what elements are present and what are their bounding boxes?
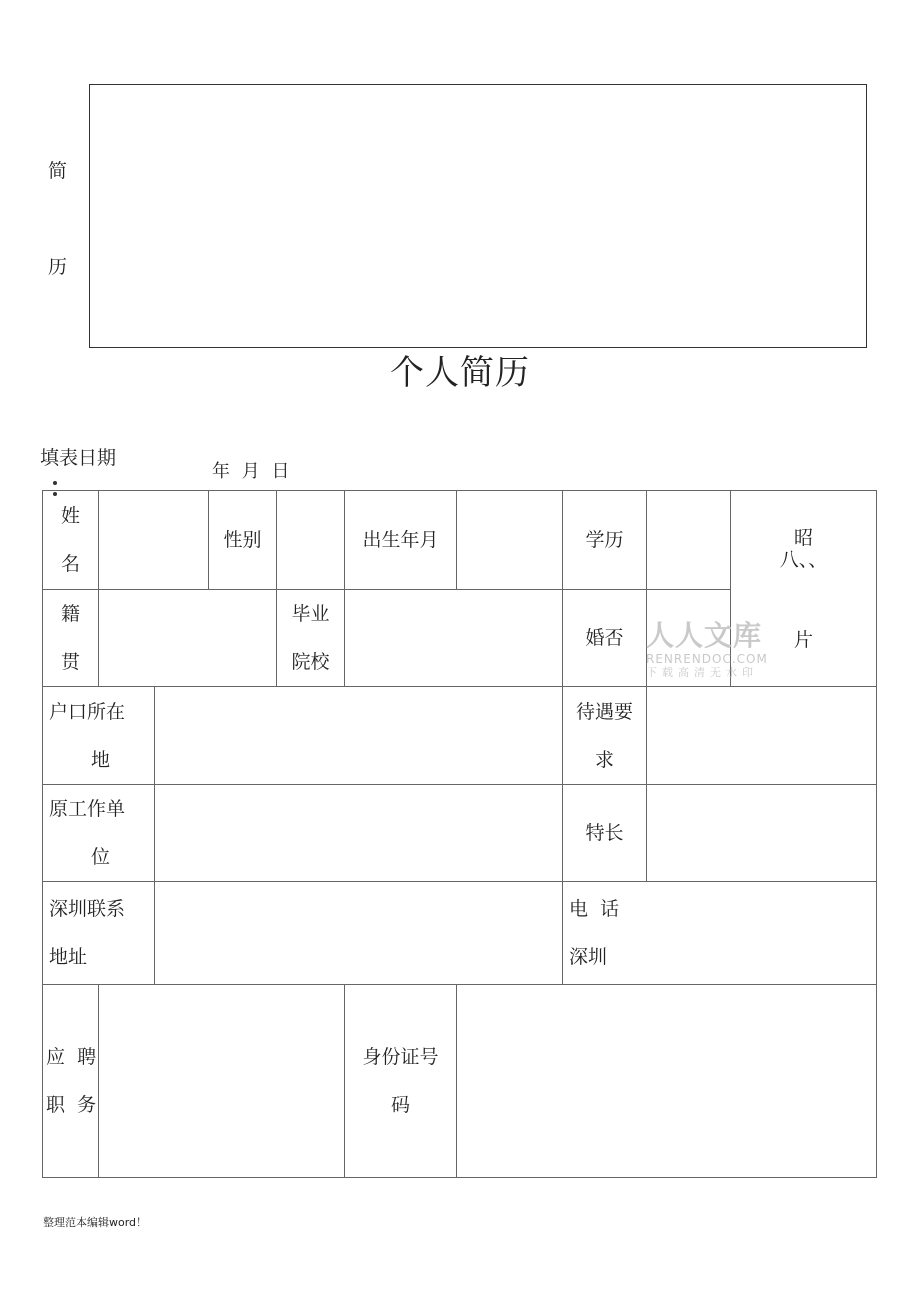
- skills-value[interactable]: [647, 785, 877, 882]
- hukou-label: 户口所在 地: [43, 687, 155, 785]
- native-place-value[interactable]: [99, 590, 277, 687]
- school-label: 毕业 院校: [277, 590, 345, 687]
- employer-label: 原工作单 位: [43, 785, 155, 882]
- birth-label: 出生年月: [345, 491, 457, 590]
- name-label: 姓 名: [43, 491, 99, 590]
- native-place-label: 籍 贯: [43, 590, 99, 687]
- employer-value[interactable]: [155, 785, 563, 882]
- photo-cell[interactable]: 昭 八、、 片: [731, 491, 877, 687]
- gender-label: 性别: [209, 491, 277, 590]
- footer-note: 整理范本编辑word！: [43, 1216, 148, 1229]
- salary-value[interactable]: [647, 687, 877, 785]
- resume-notes-box: [89, 84, 867, 348]
- side-label-top: 简: [48, 160, 68, 182]
- phone-label[interactable]: 电 话 深圳: [563, 882, 877, 985]
- marital-label: 婚否: [563, 590, 647, 687]
- address-value[interactable]: [155, 882, 563, 985]
- name-value[interactable]: [99, 491, 209, 590]
- date-placeholder: 年 月 日: [212, 461, 290, 482]
- skills-label: 特长: [563, 785, 647, 882]
- gender-value[interactable]: [277, 491, 345, 590]
- hukou-value[interactable]: [155, 687, 563, 785]
- fill-date-label: 填表日期: [40, 447, 117, 469]
- education-label: 学历: [563, 491, 647, 590]
- address-label: 深圳联系 地址: [43, 882, 155, 985]
- id-number-label: 身份证号 码: [345, 985, 457, 1178]
- position-value[interactable]: [99, 985, 345, 1178]
- side-label-bottom: 历: [48, 256, 68, 278]
- bullet-dot: [53, 481, 57, 485]
- watermark-brand: 人人文库: [646, 619, 763, 652]
- id-number-value[interactable]: [457, 985, 877, 1178]
- salary-label: 待遇要 求: [563, 687, 647, 785]
- school-value[interactable]: [345, 590, 563, 687]
- watermark-domain: RENRENDOC.COM: [646, 652, 768, 666]
- page-title: 个人简历: [390, 353, 530, 393]
- resume-form-table: [42, 490, 877, 1178]
- education-value[interactable]: [647, 491, 731, 590]
- marital-value[interactable]: [647, 590, 731, 687]
- watermark-slogan: 下载高清无水印: [646, 666, 758, 679]
- birth-value[interactable]: [457, 491, 563, 590]
- position-label: 应 聘 职 务: [43, 985, 99, 1178]
